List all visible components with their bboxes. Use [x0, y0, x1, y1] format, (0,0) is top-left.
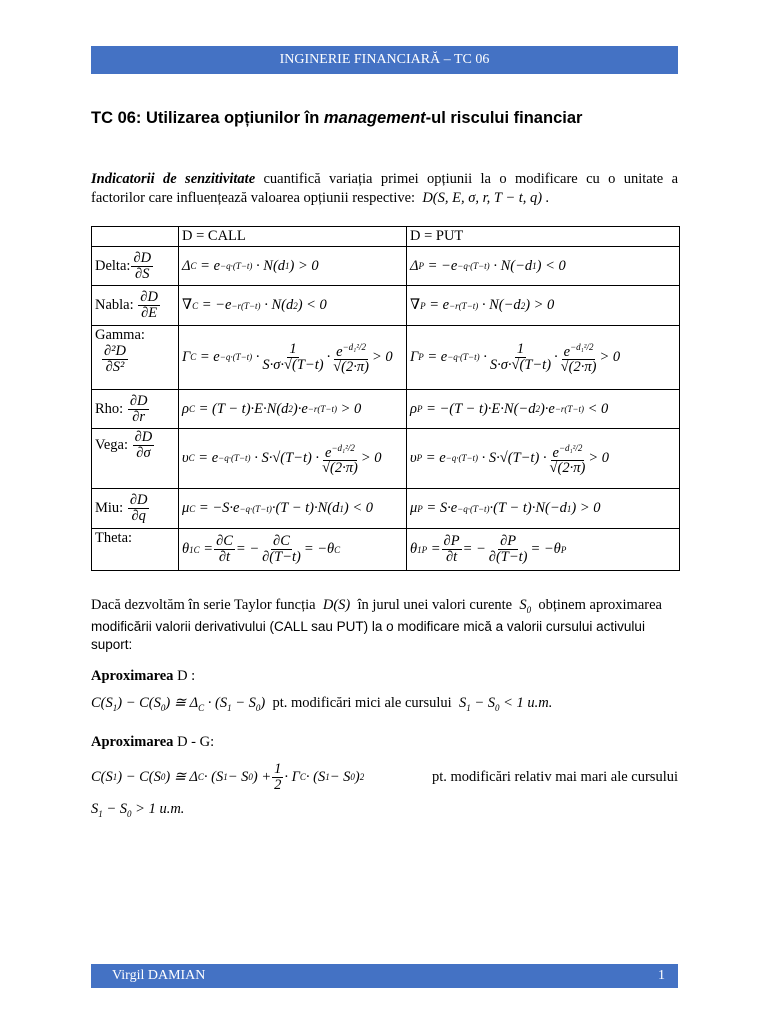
intro-line-1 [91, 170, 678, 189]
footer-page-number: 1 [658, 968, 665, 983]
delta-put-formula: Δ P = −e −q·(T−t) · N(−d 1 ) < 0 [407, 247, 680, 286]
nabla-put-formula: ∇ P = e −r(T−t) · N(−d 2 ) > 0 [407, 286, 680, 326]
theta-put-formula: θ 1P = ∂P ∂t = − ∂P ∂(T−t) = −θ P [407, 529, 680, 571]
approx2-text: pt. modificări relativ mai mari ale cursului [431, 769, 678, 785]
delta-call-formula: Δ C = e −q·(T−t) · N(d 1 ) > 0 [179, 247, 407, 286]
rho-label-cell [92, 390, 179, 429]
delta-label-cell [92, 247, 179, 286]
title-italic: management [323, 109, 426, 127]
taylor-text-b: în jurul unei valori curente [357, 597, 513, 613]
miu-put-formula: μ P = S·e −q·(T−t) ·(T − t)·N(−d 1 ) > 0 [407, 489, 680, 529]
row-label: Vega: [95, 436, 129, 453]
intro-line-2 [91, 189, 678, 208]
page-header [91, 46, 678, 74]
miu-call-formula: μ C = −S·e −q·(T−t) ·(T − t)·N(d 1 ) < 0 [179, 489, 407, 529]
footer-author: Virgil DAMIAN [112, 968, 206, 983]
theta-label-cell [92, 529, 179, 571]
row-label: Nabla: [95, 296, 134, 313]
intro-text-2: factorilor care influențează valoarea opțiunii respective: [91, 190, 416, 206]
title-suffix: -ul riscului financiar [425, 109, 583, 127]
row-label: Theta: [95, 530, 133, 546]
partial-fraction: $\frac{\partial D}{\partial E}$ [140, 289, 158, 321]
nabla-call-formula: ∇ C = −e −r(T−t) · N(d 2 ) < 0 [179, 286, 407, 326]
approx2-heading [91, 734, 214, 751]
col-put-header: D = PUT [407, 227, 680, 247]
gamma-put-formula: Γ P = e −q·(T−t) · 1 S·σ·√(T−t) · $e^{-d_1^2/2}$ √(2·π) > 0 [407, 326, 680, 390]
gamma-call-formula: Γ C = e −q·(T−t) · 1 S·σ·√(T−t) · $e^{-d_1^2/2}$ √(2·π) > 0 [179, 326, 407, 390]
taylor-text-c: obținem aproximarea [538, 597, 662, 613]
approx1-formula-line: $C(S_1) - C(S_0)$ ≅ $\Delta_C \cdot (S_1 - S_0)$ pt. modificări mici ale cursului $S_1 - S_0 < 1$ u.m. [91, 695, 553, 713]
intro-text-1: cuantifică variația primei opțiunii la o modificare cu o unitate a [255, 171, 679, 187]
approx1-letter: D : [177, 668, 196, 684]
partial-fraction: $\frac{\partial D}{\partial S}$ [133, 249, 152, 282]
table-row-vega [92, 429, 680, 489]
gamma-label-cell [92, 326, 179, 390]
page-footer [91, 964, 678, 988]
nabla-label-cell [92, 286, 179, 326]
taylor-text-3: suport: [91, 637, 133, 652]
intro-formula: D(S, E, σ, r, T − t, q) . [422, 190, 550, 206]
taylor-line-2 [91, 617, 678, 636]
title-prefix: TC 06: Utilizarea opțiunilor în [91, 109, 324, 127]
taylor-line-3 [91, 635, 678, 654]
table-row-gamma [92, 326, 680, 390]
approx2-letter: D - G: [177, 734, 215, 750]
rho-call-formula: ρ C = (T − t)·E·N(d 2 )·e −r(T−t) > 0 [179, 390, 407, 429]
table-header-row [92, 227, 680, 247]
table-row-nabla [92, 286, 680, 326]
approx1-heading-text: Aproximarea [91, 668, 174, 684]
table-row-delta [92, 247, 680, 286]
vega-call-formula: υ C = e −q·(T−t) · S·√(T−t) · $e^{-d_1^2/2}$ √(2·π) > 0 [179, 429, 407, 489]
row-label: Rho: [95, 400, 124, 417]
document-title [91, 109, 582, 128]
rho-put-formula: ρ P = −(T − t)·E·N(−d 2 )·e −r(T−t) < 0 [407, 390, 680, 429]
partial-fraction: $\frac{\partial D}{\partial q}$ [129, 492, 148, 524]
row-label: Miu: [95, 499, 124, 516]
row-label: Gamma: [95, 327, 145, 343]
vega-label-cell [92, 429, 179, 489]
partial-fraction: $\frac{\partial D}{\partial\sigma}$ [134, 429, 153, 461]
theta-call-formula: θ 1C = ∂C ∂t = − ∂C ∂(T−t) = −θ C [179, 529, 407, 571]
approx1-heading [91, 668, 195, 685]
col-call-header: D = CALL [179, 227, 407, 247]
taylor-line-1: Dacă dezvoltăm în serie Taylor funcția D(S) în jurul unei valori curente $S_0$ obținem aproximarea [91, 597, 662, 615]
approx2-heading-text: Aproximarea [91, 734, 174, 750]
table-row-theta [92, 529, 680, 571]
vega-put-formula: υ P = e −q·(T−t) · S·√(T−t) · $e^{-d_1^2/2}$ √(2·π) > 0 [407, 429, 680, 489]
miu-label-cell [92, 489, 179, 529]
table-row-rho [92, 390, 680, 429]
table-corner [92, 227, 179, 247]
approx2-condition: $S_1 - S_0 > 1$ u.m. [91, 801, 185, 819]
approx2-formula-line: C(S 1 ) − C(S 0 ) ≅ Δ C · (S 1 − S 0 ) + 1 2 · Γ C · (S 1 − S 0 ) 2 pt. modificări relativ mai mari ale cursului [91, 761, 678, 793]
sensitivity-table [91, 226, 680, 571]
header-title: INGINERIE FINANCIARĂ – TC 06 [279, 52, 490, 67]
taylor-text-a: Dacă dezvoltăm în serie Taylor funcția [91, 597, 316, 613]
table-row-miu [92, 489, 680, 529]
row-label: Delta: [95, 257, 131, 274]
intro-term: Indicatorii de senzitivitate [91, 171, 256, 187]
partial-fraction: $\frac{\partial D}{\partial r}$ [129, 392, 148, 425]
approx1-text: pt. modificări mici ale cursului [272, 695, 452, 711]
partial-fraction: $\frac{\text{∂²D}}{\text{∂S²}}$ [104, 343, 126, 375]
taylor-text-2: modificării valorii derivativului (CALL sau PUT) la o modificare mică a valorii cursului activului [91, 619, 645, 634]
